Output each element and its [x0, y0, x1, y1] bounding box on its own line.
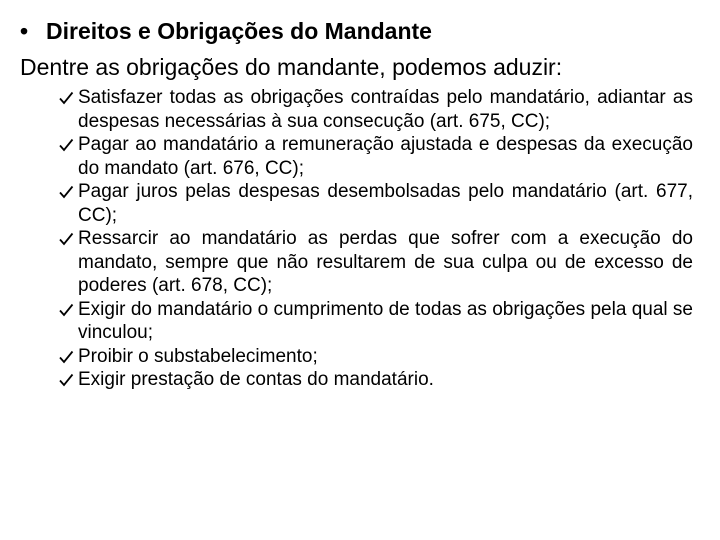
- list-item-text: Exigir prestação de contas do mandatário.: [78, 369, 434, 390]
- slide-title: Direitos e Obrigações do Mandante: [46, 18, 432, 44]
- list-item-text: Satisfazer todas as obrigações contraídas pelo mandatário, adiantar as despesas necessárias à sua consecução (art. 675, CC);: [78, 87, 693, 132]
- list-item: [58, 86, 693, 133]
- list-item: [58, 368, 693, 392]
- list-item-text: Pagar ao mandatário a remuneração ajustada e despesas da execução do mandato (art. 676, CC);: [78, 134, 693, 179]
- checkmark-icon: [58, 372, 74, 388]
- list-item: [58, 345, 693, 369]
- bullet-glyph: •: [20, 18, 29, 44]
- list-item-text: Proibir o substabelecimento;: [78, 345, 318, 367]
- list-item: [58, 298, 693, 345]
- checkmark-icon: [58, 184, 74, 200]
- checkmark-icon: [58, 90, 74, 106]
- list-item: [58, 227, 693, 298]
- checkmark-icon: [58, 349, 74, 365]
- list-item-text: Pagar juros pelas despesas desembolsadas pelo mandatário (art. 677, CC);: [78, 181, 693, 226]
- list-item-text: Exigir do mandatário o cumprimento de todas as obrigações pela qual se vinculou;: [78, 298, 693, 343]
- list-item-text: Ressarcir ao mandatário as perdas que sofrer com a execução do mandato, sempre que não resultarem de sua culpa ou de excesso de poderes (art. 678, CC);: [78, 228, 693, 296]
- list-item: [58, 180, 693, 227]
- checkmark-icon: [58, 302, 74, 318]
- slide-heading: [20, 14, 432, 48]
- checkmark-icon: [58, 137, 74, 153]
- list-item: [58, 133, 693, 180]
- obligations-list: [58, 86, 693, 392]
- slide-subheading: Dentre as obrigações do mandante, podemos aduzir:: [20, 54, 563, 80]
- checkmark-icon: [58, 231, 74, 247]
